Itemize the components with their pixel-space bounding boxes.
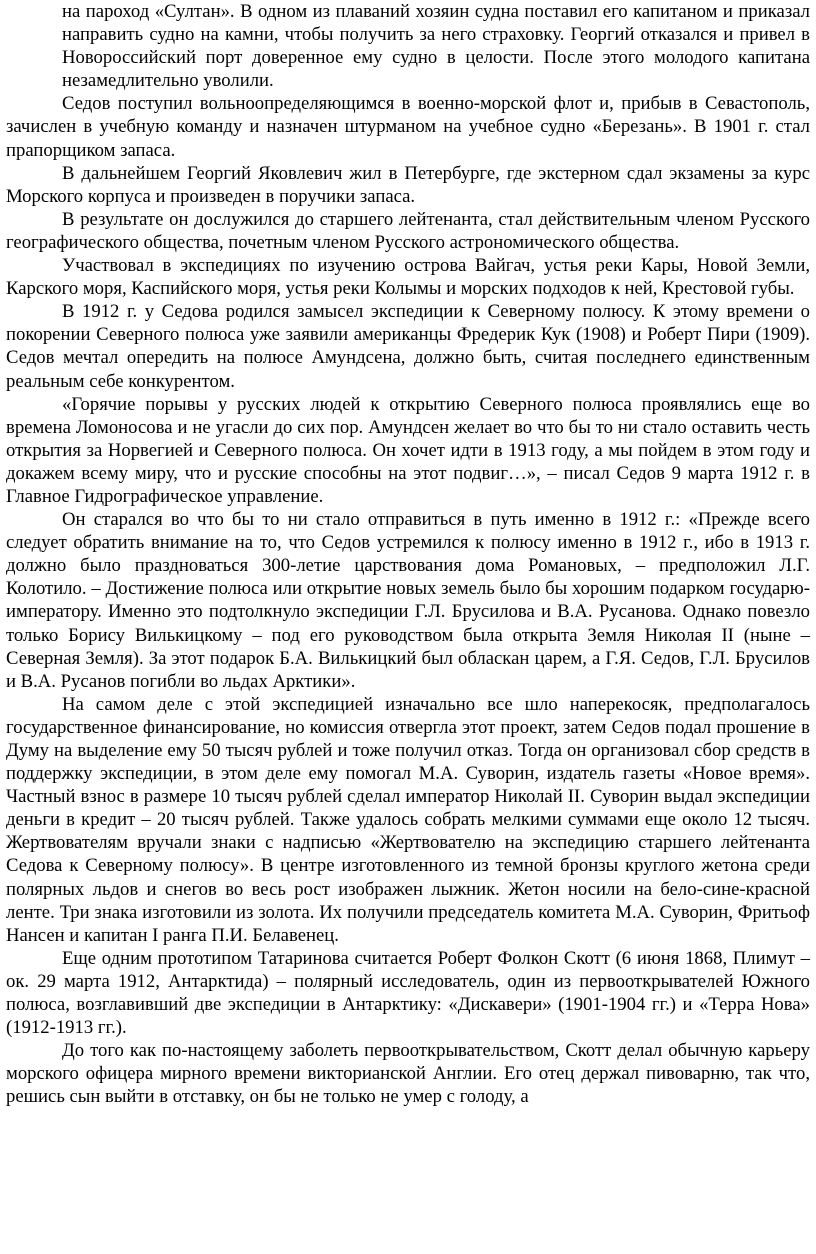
paragraph: на пароход «Султан». В одном из плаваний хозяин судна поставил его капитаном и приказал направить судно на камни, чтобы получить за него страховку. Георгий отказался и привел в Новороссийский порт доверенное ему судно в целости. После этого молодого капитана незамедлительно уволили.	[62, 1, 810, 92]
paragraph: В результате он дослужился до старшего лейтенанта, стал действительным членом Русского географического общества, почетным членом Русского астрономического общества.	[6, 208, 810, 253]
paragraph: Он старался во что бы то ни стало отправиться в путь именно в 1912 г.: «Прежде всего следует обратить внимание на то, что Седов устремился к полюсу именно в 1912 г., ибо в 1913 г. должно было праздноваться 300-летие царствования дома Романовых, – предположил Л.Г. Колотило. – Достижение полюса или открытие новых земель было бы хорошим подарком государю-императору. Именно это подтолкнуло экспедиции Г.Л. Брусилова и В.А. Русанова. Однако повезло только Борису Вилькицкому – под его руководством была открыта Земля Николая II (ныне – Северная Земля). За этот подарок Б.А. Вилькицкий был обласкан царем, а Г.Я. Седов, Г.Л. Брусилов и В.А. Русанов погибли во льдах Арктики».	[6, 509, 810, 692]
paragraph: Седов поступил вольноопределяющимся в военно-морской флот и, прибыв в Севастополь, зачислен в учебную команду и назначен штурманом на учебное судно «Березань». В 1901 г. стал прапорщиком запаса.	[6, 93, 810, 161]
paragraph: В дальнейшем Георгий Яковлевич жил в Петербурге, где экстерном сдал экзамены за курс Морского корпуса и произведен в поручики запаса.	[6, 162, 810, 207]
paragraph: В 1912 г. у Седова родился замысел экспедиции к Северному полюсу. К этому времени о покорении Северного полюса уже заявили американцы Фредерик Кук (1908) и Роберт Пири (1909). Седов мечтал опередить на полюсе Амундсена, должно быть, считая последнего единственным реальным себе конкурентом.	[6, 301, 810, 392]
paragraph: До того как по-настоящему заболеть первооткрывательством, Скотт делал обычную карьеру морского офицера мирного времени викторианской Англии. Его отец держал пивоварню, так что, решись сын выйти в отставку, он бы не только не умер с голоду, а	[6, 1040, 810, 1108]
paragraph: На самом деле с этой экспедицией изначально все шло наперекосяк, предполагалось государственное финансирование, но комиссия отвергла этот проект, затем Седов подал прошение в Думу на выделение ему 50 тысяч рублей и тоже получил отказ. Тогда он организовал сбор средств в поддержку экспедиции, в этом деле ему помогал М.А. Суворин, издатель газеты «Новое время». Частный взнос в размере 10 тысяч рублей сделал император Николай II. Суворин выдал экспедиции деньги в кредит – 20 тысяч рублей. Также удалось собрать мелкими суммами еще около 12 тысяч. Жертвователям вручали знаки с надписью «Жертвователю на экспедицию старшего лейтенанта Седова к Северному полюсу». В центре изготовленного из темной бронзы круглого жетона среди полярных льдов и снегов во весь рост изображен лыжник. Жетон носили на бело-сине-красной ленте. Три знака изготовили из золота. Их получили председатель комитета М.А. Суворин, Фритьоф Нансен и капитан I ранга П.И. Белавенец.	[6, 693, 810, 946]
paragraph: Участвовал в экспедициях по изучению острова Вайгач, устья реки Кары, Новой Земли, Карского моря, Каспийского моря, устья реки Колымы и морских подходов к ней, Крестовой губы.	[6, 255, 810, 300]
paragraph: «Горячие порывы у русских людей к открытию Северного полюса проявлялись еще во времена Ломоносова и не угасли до сих пор. Амундсен желает во что бы то ни стало оставить честь открытия за Норвегией и Северного полюса. Он хочет идти в 1913 году, а мы пойдем в этом году и докажем всему миру, что и русские способны на этот подвиг…», – писал Седов 9 марта 1912 г. в Главное Гидрографическое управление.	[6, 393, 810, 507]
paragraph: Еще одним прототипом Татаринова считается Роберт Фолкон Скотт (6 июня 1868, Плимут – ок. 29 марта 1912, Антарктида) – полярный исследователь, один из первооткрывателей Южного полюса, возглавивший две экспедиции в Антарктику: «Дискавери» (1901-1904 гг.) и «Терра Нова» (1912-1913 гг.).	[6, 947, 810, 1039]
